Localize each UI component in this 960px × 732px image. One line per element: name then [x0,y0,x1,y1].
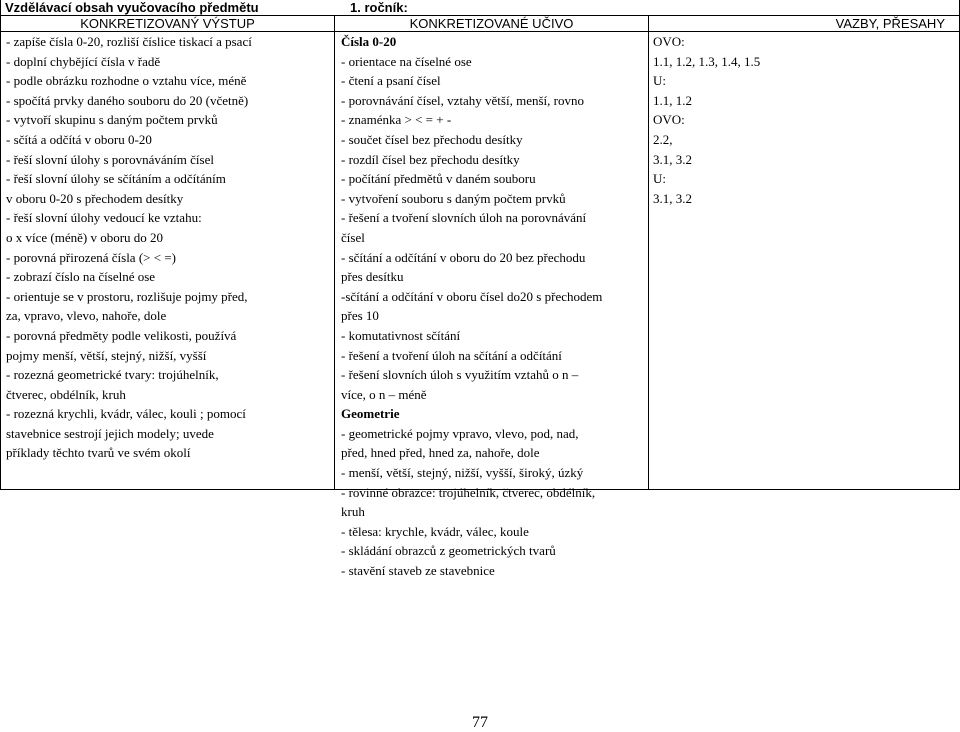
curriculum-line: - počítání předmětů v daném souboru [341,171,536,187]
column-header-curriculum: KONKRETIZOVANÉ UČIVO [335,16,649,31]
outcome-line: o x více (méně) v oboru do 20 [6,229,164,245]
outcome-line: za, vpravo, vlevo, nahoře, dole [6,308,167,324]
link-line: U: [653,73,666,89]
curriculum-line: - skládání obrazců z geometrických tvarů [341,543,556,559]
curriculum-cell [335,32,649,579]
curriculum-line: - menší, větší, stejný, nižší, vyšší, široký, úzký [341,465,584,481]
curriculum-line: -sčítání a odčítání v oboru čísel do20 s přechodem [341,288,603,304]
outcome-line: - řeší slovní úlohy s porovnáváním čísel [6,151,214,167]
curriculum-line: - čtení a psaní čísel [341,73,441,89]
curriculum-line: čísel [341,229,365,245]
curriculum-line: - stavění staveb ze stavebnice [341,563,495,579]
outcome-line: čtverec, obdélník, kruh [6,386,126,402]
curriculum-line: - sčítání a odčítání v oboru do 20 bez přechodu [341,249,586,265]
outcome-line: - vytvoří skupinu s daným počtem prvků [6,112,218,128]
outcome-line: - zobrazí číslo na číselné ose [6,269,156,285]
curriculum-line: - orientace na číselné ose [341,53,472,69]
curriculum-line: - tělesa: krychle, kvádr, válec, koule [341,523,529,539]
curriculum-line: přes desítku [341,269,404,285]
link-line: 3.1, 3.2 [653,190,692,206]
outcome-line: - orientuje se v prostoru, rozlišuje pojmy před, [6,288,248,304]
column-header-outcomes: KONKRETIZOVANÝ VÝSTUP [1,16,335,31]
outcome-line: - podle obrázku rozhodne o vztahu více, méně [6,73,247,89]
document-title: Vzdělávací obsah vyučovacího předmětu [5,0,259,15]
outcomes-cell [1,32,335,489]
curriculum-line: - rovinné obrazce: trojúhelník, čtverec, obdélník, [341,484,596,500]
grade-label: 1. ročník: [350,0,408,15]
curriculum-line: kruh [341,504,365,520]
link-line: 3.1, 3.2 [653,151,692,167]
link-line: OVO: [653,112,685,128]
column-header-links: VAZBY, PŘESAHY [835,16,945,31]
curriculum-line: před, hned před, hned za, nahoře, dole [341,445,540,461]
outcome-line: - porovná přirozená čísla (> < =) [6,249,176,265]
outcome-line: - rozezná geometrické tvary: trojúhelník, [6,367,219,383]
title-row [1,0,959,16]
curriculum-line: - součet čísel bez přechodu desítky [341,131,523,147]
curriculum-line: - řešení a tvoření úloh na sčítání a odčítání [341,347,562,363]
content-row [1,32,959,579]
curriculum-line: - porovnávání čísel, vztahy větší, menší, rovno [341,92,584,108]
link-line: 2.2, [653,131,673,147]
curriculum-line: - geometrické pojmy vpravo, vlevo, pod, nad, [341,425,579,441]
curriculum-line: přes 10 [341,308,379,324]
curriculum-line: - rozdíl čísel bez přechodu desítky [341,151,520,167]
outcome-line: stavebnice sestrojí jejich modely; uvede [6,425,214,441]
outcome-line: - spočítá prvky daného souboru do 20 (včetně) [6,92,249,108]
link-line: U: [653,171,666,187]
curriculum-line: Geometrie [341,406,400,422]
column-header-row [1,16,959,32]
link-line: 1.1, 1.2, 1.3, 1.4, 1.5 [653,53,761,69]
outcome-line: - řeší slovní úlohy vedoucí ke vztahu: [6,210,202,226]
curriculum-line: více, o n – méně [341,386,427,402]
outcome-line: - řeší slovní úlohy se sčítáním a odčítáním [6,171,226,187]
outcome-line: - zapíše čísla 0-20, rozliší číslice tiskací a psací [6,34,252,49]
links-cell [649,32,957,489]
curriculum-line: - řešení a tvoření slovních úloh na porovnávání [341,210,587,226]
curriculum-line: Čísla 0-20 [341,34,397,49]
curriculum-line: - vytvoření souboru s daným počtem prvků [341,190,566,206]
link-line: OVO: [653,34,685,49]
curriculum-line: - komutativnost sčítání [341,327,461,343]
curriculum-line: - znaménka > < = + - [341,112,452,128]
link-line: 1.1, 1.2 [653,92,692,108]
page-number: 77 [472,714,488,731]
outcome-line: v oboru 0-20 s přechodem desítky [6,190,184,206]
outcome-line: - sčítá a odčítá v oboru 0-20 [6,131,152,147]
outcome-line: pojmy menší, větší, stejný, nižší, vyšší [6,347,207,363]
outcome-line: - rozezná krychli, kvádr, válec, kouli ; pomocí [6,406,246,422]
curriculum-line: - řešení slovních úloh s využitím vztahů o n – [341,367,579,383]
outcome-line: - doplní chybějící čísla v řadě [6,53,161,69]
outcome-line: - porovná předměty podle velikosti, používá [6,327,237,343]
outcome-line: příklady těchto tvarů ve svém okolí [6,445,191,461]
